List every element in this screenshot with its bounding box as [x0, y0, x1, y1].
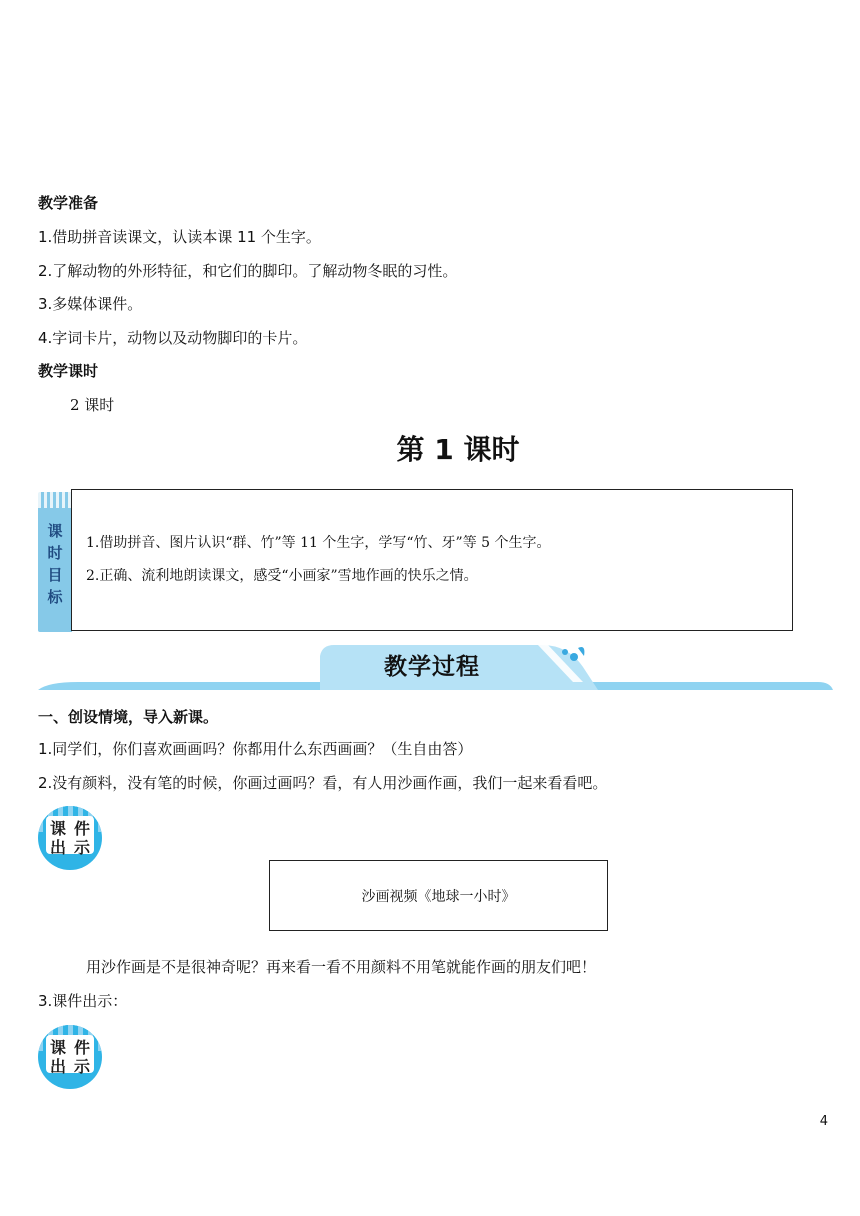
prep-heading: 教学准备: [38, 194, 99, 212]
courseware-badge: [38, 1025, 102, 1089]
courseware-badge: [38, 806, 102, 870]
section-banner-label: 教学过程: [384, 654, 480, 680]
badge-char: 课: [49, 1038, 66, 1057]
video-title: 沙画视频《地球一小时》: [361, 888, 516, 905]
badge-char: 件: [73, 819, 90, 838]
badge-char: 示: [73, 1057, 90, 1076]
process-item-1: 1.同学们，你们喜欢画画吗？你都用什么东西画画？（生自由答）: [38, 740, 473, 758]
objective-item-1: 1.借助拼音、图片认识“群、竹”等 11 个生字，学写“竹、牙”等 5 个生字。: [86, 535, 551, 551]
objective-item-2: 2.正确、流利地朗读课文，感受“小画家”雪地作画的快乐之情。: [86, 568, 478, 584]
process-item-2: 2.没有颜料，没有笔的时候，你画过画吗？看，有人用沙画作画，我们一起来看看吧。: [38, 774, 608, 792]
page-number: 4: [819, 1114, 828, 1129]
badge-char: 示: [73, 838, 90, 857]
hours-value: 2 课时: [70, 396, 115, 414]
process-item-3: 3.课件出示：: [38, 992, 128, 1010]
lesson-title: 第 1 课时: [396, 433, 520, 466]
hours-heading: 教学课时: [38, 362, 99, 380]
prep-item-4: 4.字词卡片，动物以及动物脚印的卡片。: [38, 329, 308, 347]
objectives-tab: [38, 492, 72, 632]
badge-char: 出: [49, 838, 66, 857]
step1-heading: 一、创设情境，导入新课。: [38, 708, 219, 726]
badge-char: 课: [49, 819, 66, 838]
prep-item-3: 3.多媒体课件。: [38, 295, 143, 313]
objectives-tab-char: 目: [47, 566, 63, 584]
prep-item-2: 2.了解动物的外形特征，和它们的脚印。了解动物冬眠的习性。: [38, 262, 458, 280]
objectives-tab-char: 标: [47, 588, 63, 606]
badge-char: 出: [49, 1057, 66, 1076]
prep-item-1: 1.借助拼音读课文，认读本课 11 个生字。: [38, 228, 321, 246]
badge-char: 件: [73, 1038, 90, 1057]
video-title-box: [269, 860, 608, 931]
objectives-tab-char: 课: [47, 522, 63, 540]
objectives-tab-char: 时: [47, 544, 63, 562]
objectives-box: [71, 489, 793, 631]
after-video-text: 用沙作画是不是很神奇呢？再来看一看不用颜料不用笔就能作画的朋友们吧！: [86, 958, 597, 976]
